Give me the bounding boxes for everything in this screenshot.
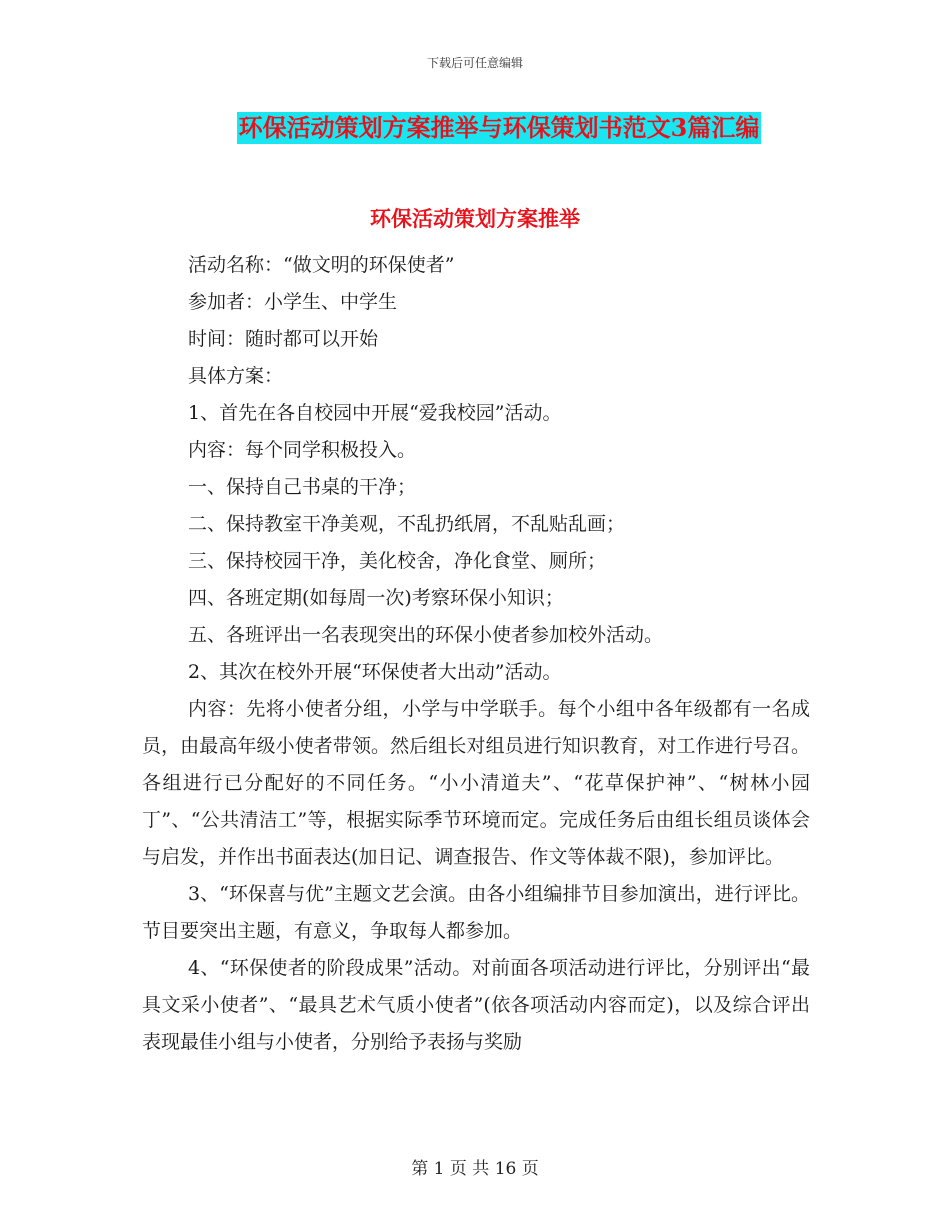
paragraph-item-1: 一、保持自己书桌的干净； bbox=[188, 476, 417, 498]
paragraph-step-4: 4、“环保使者的阶段成果”活动。对前面各项活动进行评比，分别评出“最具文采小使者”、“最具艺术气质小使者”(依各项活动内容而定)，以及综合评出表现最佳小组与小使者，分别给予表扬与奖励 bbox=[142, 957, 810, 1053]
main-title-wrap bbox=[0, 112, 950, 144]
paragraph-time: 时间：随时都可以开始 bbox=[188, 328, 379, 350]
paragraph-participants: 参加者：小学生、中学生 bbox=[188, 291, 398, 313]
document-body bbox=[142, 247, 810, 1061]
paragraph-content-1: 内容：每个同学积极投入。 bbox=[188, 439, 417, 461]
paragraph-content-2: 内容：先将小使者分组，小学与中学联手。每个小组中各年级都有一名成员，由最高年级小使者带领。然后组长对组员进行知识教育，对工作进行号召。各组进行已分配好的不同任务。“小小清道夫”、“花草保护神”、“树林小园丁”、“公共清洁工”等，根据实际季节环境而定。完成任务后由组长组员谈体会与启发，并作出书面表达(加日记、调查报告、作文等体裁不限)，参加评比。 bbox=[142, 698, 810, 868]
paragraph-plan-heading: 具体方案： bbox=[188, 365, 284, 387]
page-footer: 第 1 页 共 16 页 bbox=[411, 1159, 539, 1179]
paragraph-item-3: 三、保持校园干净，美化校舍，净化食堂、厕所； bbox=[188, 550, 607, 572]
paragraph-item-2: 二、保持教室干净美观，不乱扔纸屑，不乱贴乱画； bbox=[188, 513, 626, 535]
paragraph-step-2: 2、其次在校外开展“环保使者大出动”活动。 bbox=[188, 661, 562, 683]
section-title: 环保活动策划方案推举 bbox=[370, 206, 580, 231]
document-title: 环保活动策划方案推举与环保策划书范文3篇汇编 bbox=[238, 113, 760, 142]
paragraph-item-4: 四、各班定期(如每周一次)考察环保小知识； bbox=[188, 587, 564, 609]
header-note: 下载后可任意编辑 bbox=[426, 56, 523, 70]
paragraph-activity-name: 活动名称：“做文明的环保使者” bbox=[188, 254, 455, 276]
paragraph-step-3: 3、“环保喜与优”主题文艺会演。由各小组编排节目参加演出，进行评比。节目要突出主题，有意义，争取每人都参加。 bbox=[142, 883, 810, 942]
paragraph-step-1: 1、首先在各自校园中开展“爱我校园”活动。 bbox=[188, 402, 562, 424]
paragraph-item-5: 五、各班评出一名表现突出的环保小使者参加校外活动。 bbox=[188, 624, 664, 646]
